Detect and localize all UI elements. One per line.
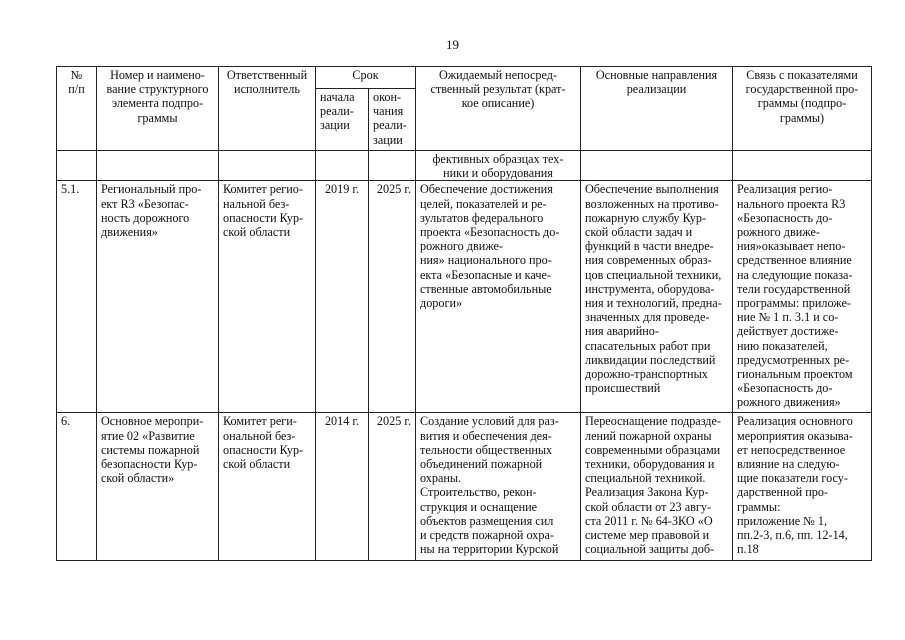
row-link: Реализация регио- нального проекта R3 «Безопасность до- рожного движе- ния»оказывает непо- средственное влияние на следующие показа- тели государственной программы: приложе- ние № 1 п. 3.1 и со- действует достиже- нию показателей, предусмотренных ре- гиональным проектом «Безопасность до- рожного движения» [733, 181, 872, 413]
row-num: 6. [57, 413, 97, 561]
table-row [57, 413, 872, 561]
row-end: 2025 г. [369, 181, 416, 413]
table-header-row [57, 67, 872, 89]
cell-empty [369, 151, 416, 181]
row-end: 2025 г. [369, 413, 416, 561]
cell-empty [733, 151, 872, 181]
cell-empty [219, 151, 316, 181]
row-name: Основное меропри- ятие 02 «Развитие системы пожарной безопасности Кур- ской области» [97, 413, 219, 561]
row-num: 5.1. [57, 181, 97, 413]
header-name: Номер и наимено- вание структурного элемента подпро- граммы [97, 67, 219, 151]
page-number: 19 [446, 37, 459, 52]
header-link: Связь с показателями государственной про- граммы (подпро- граммы) [733, 67, 872, 151]
header-num: № п/п [57, 67, 97, 151]
header-directions: Основные направления реализации [581, 67, 733, 151]
cell-empty [316, 151, 369, 181]
row-directions: Переоснащение подразде- лений пожарной охраны современными образцами техники, оборудования и специальной техникой. Реализация Закона Кур- ской области от 23 авгу- ста 2011 г. № 64-ЗКО «О системе мер правовой и социальной защиты доб- [581, 413, 733, 561]
cell-empty [97, 151, 219, 181]
program-table [56, 66, 872, 561]
continuation-result: фективных образцах тех- ники и оборудования [416, 151, 581, 181]
row-executor: Комитет регио- нальной без- опасности Кур- ской области [219, 181, 316, 413]
header-term-end: окон- чания реали- зации [369, 89, 416, 151]
row-name: Региональный про- ект R3 «Безопас- ность дорожного движения» [97, 181, 219, 413]
row-result: Обеспечение достижения целей, показателей и ре- зультатов федерального проекта «Безопасность до- рожного движе- ния» национального про- екта «Безопасные и каче- ственные автомобильные дороги» [416, 181, 581, 413]
header-term-start: начала реали- зации [316, 89, 369, 151]
row-result: Создание условий для раз- вития и обеспечения дея- тельности общественных объединений пожарной охраны. Строительство, рекон- струкция и оснащение объектов размещения сил и средств пожарной охра- ны на территории Курской [416, 413, 581, 561]
row-executor: Комитет реги- ональной без- опасности Кур- ской области [219, 413, 316, 561]
cell-empty [581, 151, 733, 181]
row-start: 2019 г. [316, 181, 369, 413]
table-row [57, 181, 872, 413]
row-link: Реализация основного мероприятия оказыва- ет непосредственное влияние на следую- щие показатели госу- дарственной про- граммы: приложение № 1, пп.2-3, п.6, пп. 12-14, п.18 [733, 413, 872, 561]
continuation-row [57, 151, 872, 181]
row-directions: Обеспечение выполнения возложенных на противо- пожарную службу Кур- ской области задач и функций в части внедре- ния современных образ- цов специальной техники, инструмента, оборудова- ния и технологий, предна- значенных для проведе- ния аварийно- спасательных работ при ликвидации последствий дорожно-транспортных происшествий [581, 181, 733, 413]
cell-empty [57, 151, 97, 181]
header-result: Ожидаемый непосред- ственный результат (крат- кое описание) [416, 67, 581, 151]
header-term: Срок [316, 67, 416, 89]
row-start: 2014 г. [316, 413, 369, 561]
header-executor: Ответственный исполнитель [219, 67, 316, 151]
